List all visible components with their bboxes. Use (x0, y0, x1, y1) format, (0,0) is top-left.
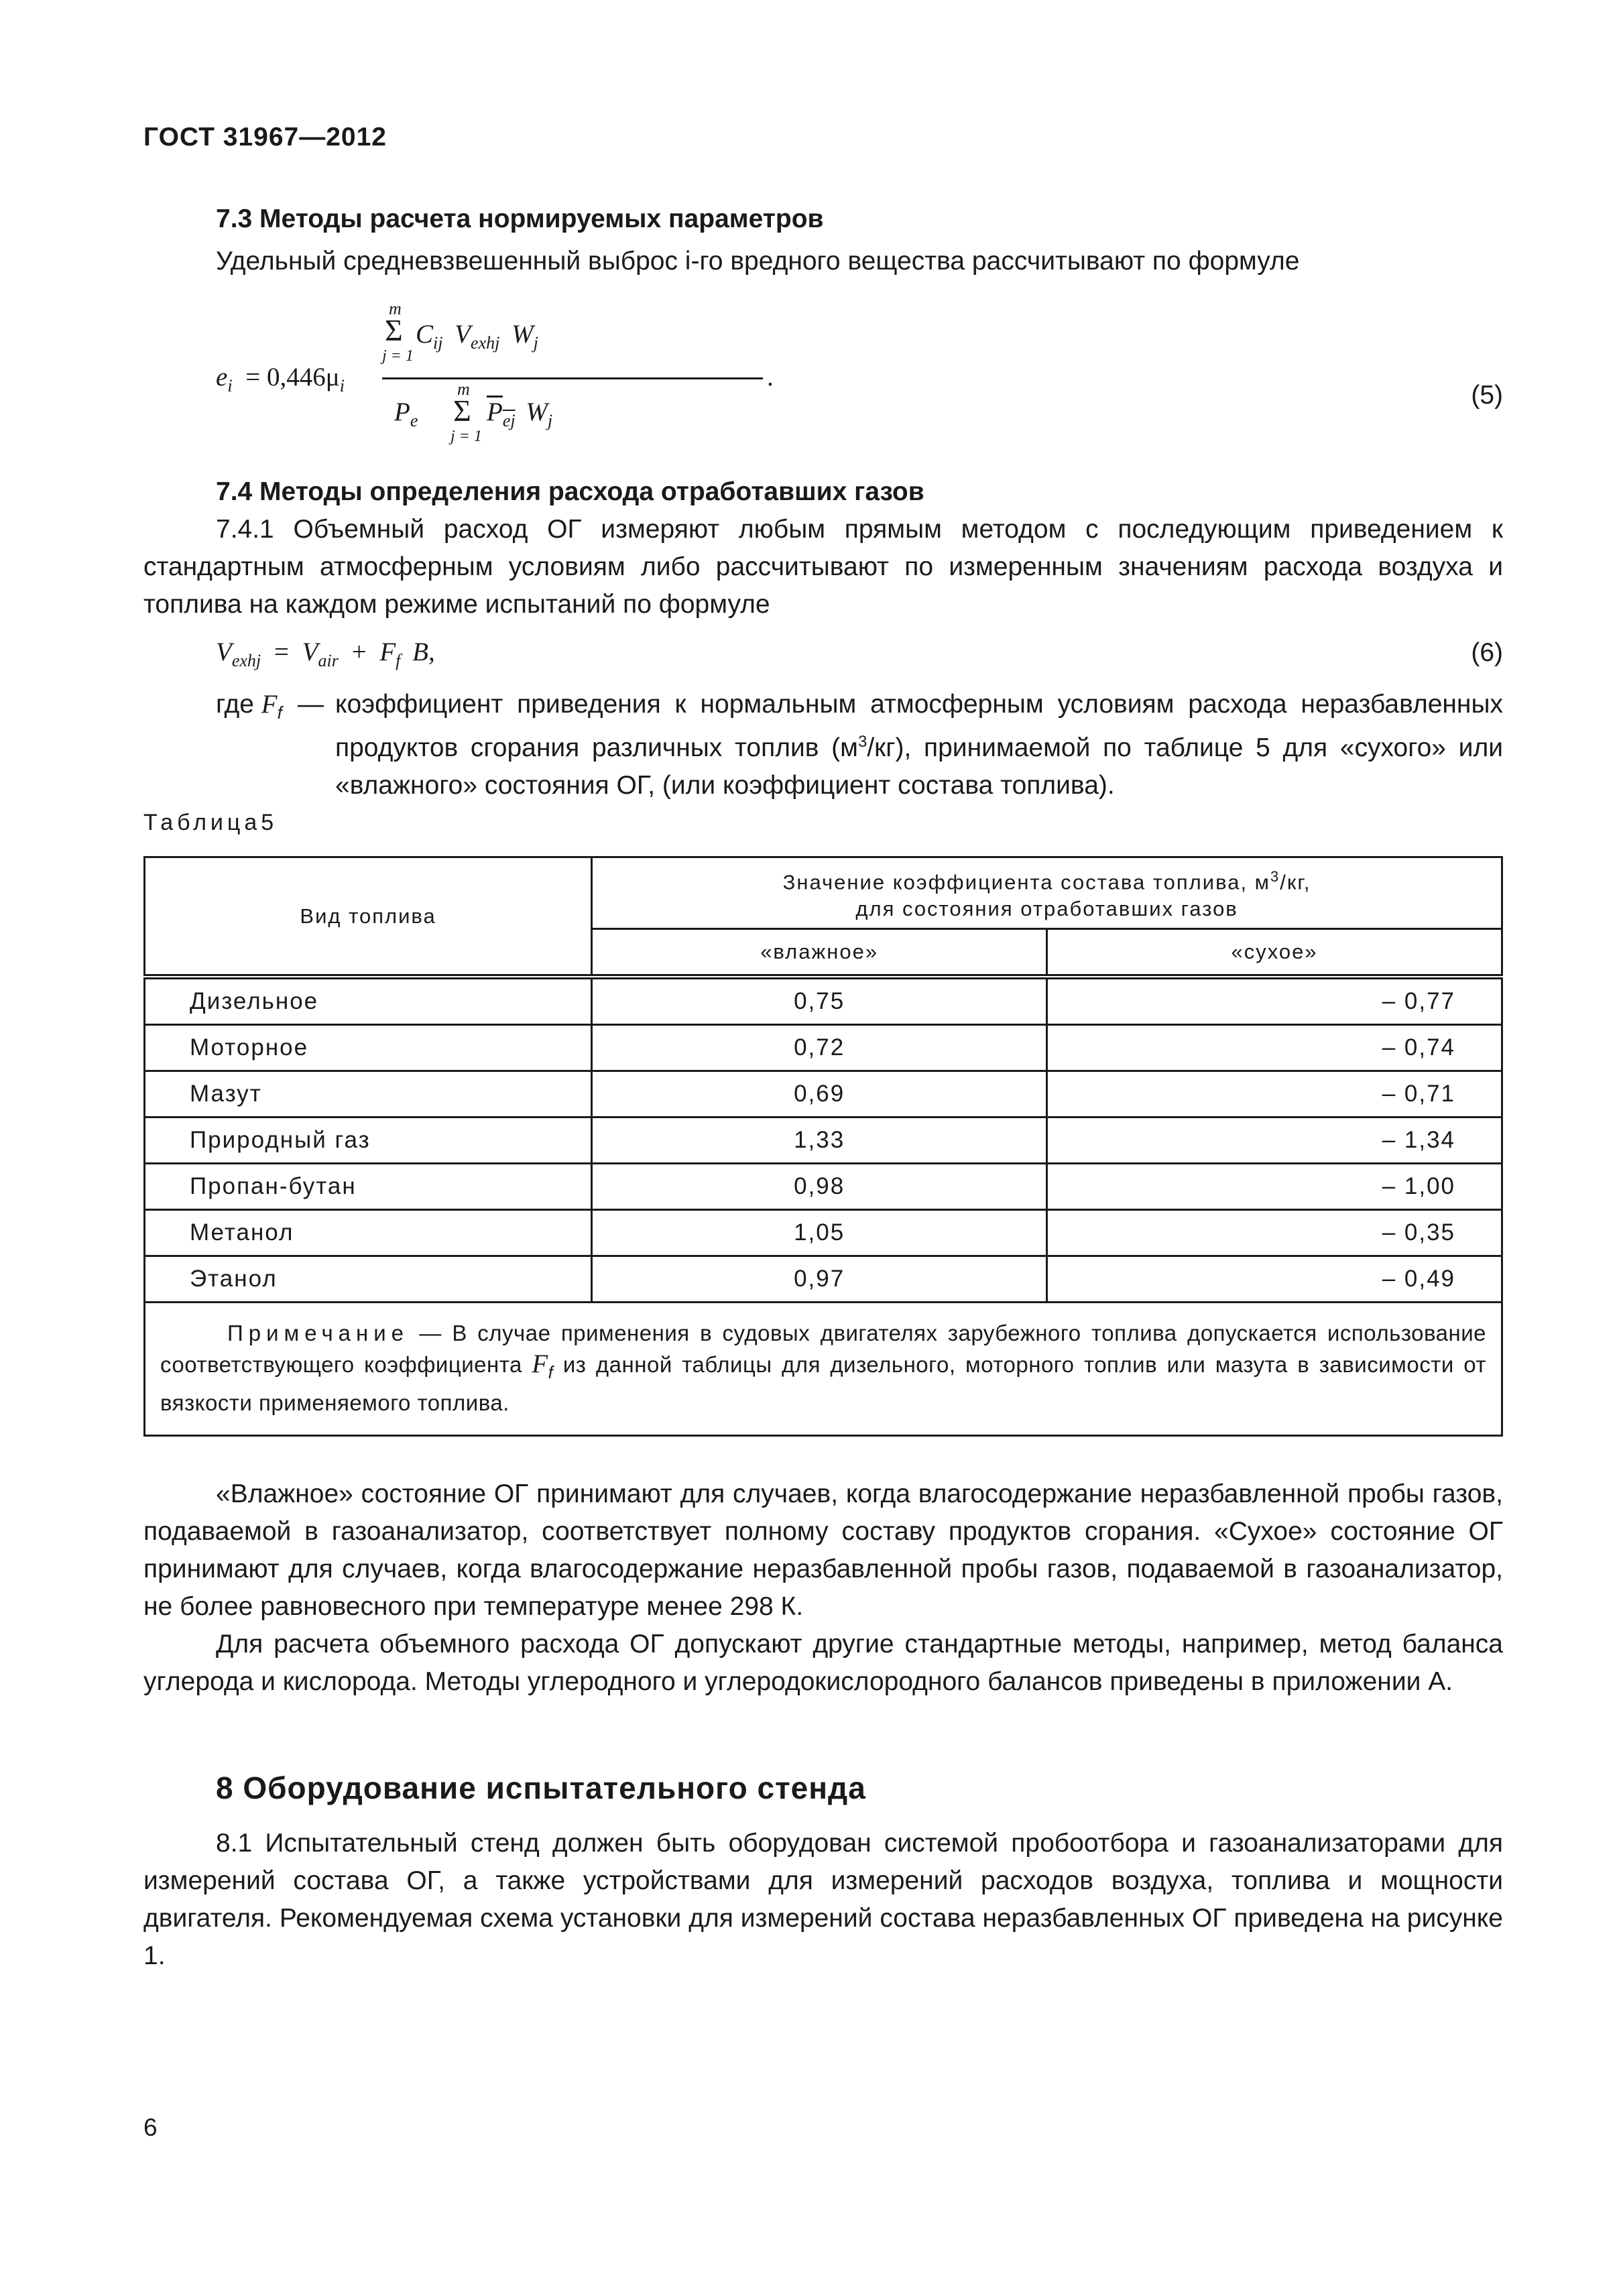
dry-value: – 1,34 (1047, 1117, 1502, 1164)
formula-5-denominator-rest: $\overline{P}_{\overline{ej}}$ $W_j$ (487, 398, 553, 430)
fuel-name: Природный газ (145, 1117, 592, 1164)
sum-sign: Σ (385, 313, 403, 347)
table-row (145, 1071, 1502, 1117)
fuel-name: Дизельное (145, 977, 592, 1025)
table-row (145, 1210, 1502, 1256)
header-coefficient-group: Значение коэффициента состава топлива, $м^3/кг$, для состояния отработавших газов (592, 857, 1502, 929)
section-7-3-intro: Удельный средневзвешенный выброс i-го вредного вещества рассчитывают по формуле (216, 247, 1300, 276)
formula-6: $V_{exhj} = V_{air} + F_f$ B, (216, 638, 435, 670)
wet-value: 1,05 (592, 1210, 1047, 1256)
sum-lower-limit: j = 1 (450, 428, 482, 445)
moisture-state-paragraph: «Влажное» состояние ОГ принимают для случаев, когда влагосодержание неразбавленной пробы газов, подаваемой в газоанализатор, соответствует полному составу продуктов сгорания. «Сухое» состояние ОГ принимают для случаев, когда влагосодержание неразбавленной пробы газов, подаваемой в газоанализатор, не более равновесного при температуре менее 298 К. (143, 1479, 1503, 1621)
where-prefix: где $F_f$ (216, 690, 282, 723)
wet-value: 0,75 (592, 977, 1047, 1025)
section-7-4-heading: 7.4 Методы определения расхода отработавших газов (216, 477, 924, 506)
fuel-name: Мазут (145, 1071, 592, 1117)
section-8-heading: 8 Оборудование испытательного стенда (216, 1770, 866, 1805)
dry-value: – 0,49 (1047, 1256, 1502, 1303)
table-5 (143, 856, 1503, 1437)
sum-upper-limit: m (457, 379, 470, 399)
balance-methods-paragraph: Для расчета объемного расхода ОГ допускают другие стандартные методы, например, метод баланса углерода и кислорода. Методы углеродного и углеродокислородного балансов приведены в приложении А. (143, 1630, 1503, 1696)
where-dash: — (298, 690, 324, 719)
fuel-name: Моторное (145, 1025, 592, 1071)
header-wet: «влажное» (592, 929, 1047, 977)
wet-value: 0,97 (592, 1256, 1047, 1303)
equation-number-5: (5) (1471, 381, 1503, 410)
formula-5-denominator-p: $P_e$ (394, 398, 418, 430)
dry-value: – 0,71 (1047, 1071, 1502, 1117)
sum-lower-limit: j = 1 (382, 347, 414, 365)
table-row (145, 1025, 1502, 1071)
wet-value: 0,98 (592, 1164, 1047, 1210)
document-code: ГОСТ 31967—2012 (143, 123, 387, 152)
table-row (145, 1256, 1502, 1303)
fuel-name: Метанол (145, 1210, 592, 1256)
page-number: 6 (143, 2114, 158, 2141)
note-label: Примечание (227, 1321, 410, 1345)
fuel-name: Этанол (145, 1256, 592, 1303)
table-note: Примечание — В случае применения в судовых двигателях зарубежного топлива допускается использование соответствующего коэффициента $F_f$ из данной таблицы для дизельного, моторного топлив или мазута в зависимости от вязкости применяемого топлива. (145, 1303, 1502, 1436)
fraction-bar (382, 377, 763, 379)
section-7-4-1-paragraph: 7.4.1 Объемный расход ОГ измеряют любым прямым методом с последующим приведением к стандартным атмосферным условиям либо рассчитывают по измеренным значениям расхода воздуха и топлива на каждом режиме испытаний по формуле (143, 515, 1503, 619)
table-row (145, 977, 1502, 1025)
dry-value: – 0,77 (1047, 977, 1502, 1025)
table-row (145, 1164, 1502, 1210)
wet-value: 1,33 (592, 1117, 1047, 1164)
section-8-1-paragraph: 8.1 Испытательный стенд должен быть оборудован системой пробоотбора и газоанализаторами для измерений состава ОГ, а также устройствами для измерений расходов воздуха, топлива и мощности двигателя. Рекомендуемая схема установки для измерений состава неразбавленных ОГ приведена на рисунке 1. (143, 1829, 1503, 1970)
header-dry: «сухое» (1047, 929, 1502, 977)
dry-value: – 0,35 (1047, 1210, 1502, 1256)
formula-5-numerator: $C_{ij}$ $V_{exhj}$ $W_j$ (416, 320, 538, 353)
table-5-title: Таблица5 (143, 810, 278, 835)
sum-upper-limit: m (389, 299, 402, 318)
dry-value: – 1,00 (1047, 1164, 1502, 1210)
wet-value: 0,69 (592, 1071, 1047, 1117)
formula-5 (216, 295, 1503, 449)
where-definition: коэффициент приведения к нормальным атмосферным условиям расхода неразбавленных продуктов сгорания различных топлив $(м^3/кг)$, принимаемой по таблице 5 для «сухого» или «влажного» состояния ОГ, (или коэффициент состава топлива). (335, 690, 1503, 800)
header-fuel-type: Вид топлива (145, 857, 592, 977)
formula-5-tail: . (767, 363, 774, 391)
fuel-name: Пропан-бутан (145, 1164, 592, 1210)
wet-value: 0,72 (592, 1025, 1047, 1071)
equation-number-6: (6) (1471, 638, 1503, 667)
dry-value: – 0,74 (1047, 1025, 1502, 1071)
formula-5-lhs: $e_i = 0,446\mu_i$ (216, 363, 345, 396)
section-7-3-heading: 7.3 Методы расчета нормируемых параметров (216, 204, 824, 233)
table-row (145, 1117, 1502, 1164)
sum-sign: Σ (453, 394, 471, 428)
